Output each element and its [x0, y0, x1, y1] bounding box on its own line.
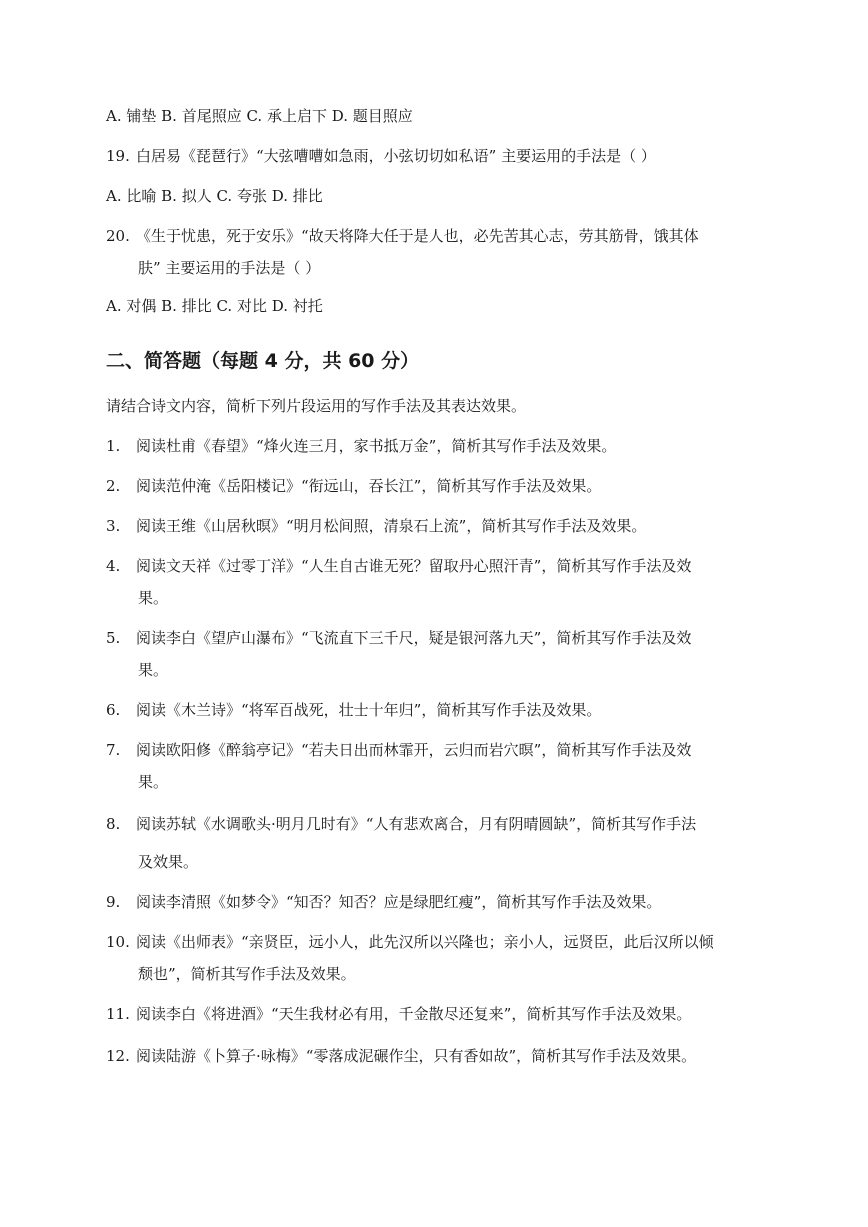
list-item	[106, 436, 776, 456]
q18-options: A. 铺垫 B. 首尾照应 C. 承上启下 D. 题目照应	[106, 107, 413, 125]
item-text: 阅读杜甫《春望》“烽火连三月，家书抵万金”，简析其写作手法及效果。	[136, 437, 617, 455]
section-heading: 二、简答题（每题 4 分，共 60 分）	[106, 350, 420, 372]
item-text-continued: 及效果。	[138, 853, 199, 871]
item-number: 7.	[106, 741, 121, 759]
item-number: 9.	[106, 893, 121, 911]
q20-text-line1: 《生于忧患，死于安乐》“故天将降大任于是人也，必先苦其心志，劳其筋骨，饿其体	[136, 227, 699, 245]
item-number: 2.	[106, 477, 121, 495]
item-text: 阅读陆游《卜算子·咏梅》“零落成泥碾作尘，只有香如故”，简析其写作手法及效果。	[136, 1047, 697, 1065]
q20-number: 20.	[106, 227, 130, 245]
item-text: 阅读文天祥《过零丁洋》“人生自古谁无死？留取丹心照汗青”，简析其写作手法及效	[136, 557, 692, 575]
list-item	[106, 556, 776, 576]
item-number: 5.	[106, 629, 121, 647]
q19-options: A. 比喻 B. 拟人 C. 夸张 D. 排比	[106, 187, 323, 205]
item-number: 11.	[106, 1005, 130, 1023]
item-text: 阅读李清照《如梦令》“知否？知否？应是绿肥红瘦”，简析其写作手法及效果。	[136, 893, 662, 911]
list-item	[106, 1004, 776, 1024]
list-item	[106, 1046, 776, 1066]
list-item	[106, 814, 776, 834]
item-number: 3.	[106, 517, 121, 535]
item-text-continued: 果。	[138, 661, 169, 679]
item-text: 阅读王维《山居秋暝》“明月松间照，清泉石上流”，简析其写作手法及效果。	[136, 517, 647, 535]
item-text-continued: 颓也”，简析其写作手法及效果。	[138, 965, 356, 983]
item-text: 阅读范仲淹《岳阳楼记》“衔远山，吞长江”，简析其写作手法及效果。	[136, 477, 602, 495]
list-item	[106, 628, 776, 648]
q19-number: 19.	[106, 147, 130, 165]
item-number: 4.	[106, 557, 121, 575]
list-item	[106, 892, 776, 912]
section-intro: 请结合诗文内容，简析下列片段运用的写作手法及其表达效果。	[106, 397, 527, 415]
item-number: 10.	[106, 933, 130, 951]
q19-question	[106, 146, 776, 166]
item-number: 6.	[106, 701, 121, 719]
list-item	[106, 932, 776, 952]
q19-text: 白居易《琵琶行》“大弦嘈嘈如急雨，小弦切切如私语” 主要运用的手法是（ ）	[136, 147, 656, 165]
item-text: 阅读苏轼《水调歌头·明月几时有》“人有悲欢离合，月有阴晴圆缺”，简析其写作手法	[136, 815, 697, 833]
item-text: 阅读欧阳修《醉翁亭记》“若夫日出而林霏开，云归而岩穴暝”，简析其写作手法及效	[136, 741, 692, 759]
list-item	[106, 516, 776, 536]
item-text: 阅读《出师表》“亲贤臣，远小人，此先汉所以兴隆也；亲小人，远贤臣，此后汉所以倾	[136, 933, 714, 951]
item-number: 1.	[106, 437, 121, 455]
item-text: 阅读李白《将进酒》“天生我材必有用，千金散尽还复来”，简析其写作手法及效果。	[136, 1005, 692, 1023]
list-item	[106, 700, 776, 720]
item-number: 8.	[106, 815, 121, 833]
q20-question	[106, 226, 776, 246]
q20-options: A. 对偶 B. 排比 C. 对比 D. 衬托	[106, 297, 323, 315]
item-number: 12.	[106, 1047, 130, 1065]
item-text-continued: 果。	[138, 589, 169, 607]
list-item	[106, 476, 776, 496]
item-text: 阅读《木兰诗》“将军百战死，壮士十年归”，简析其写作手法及效果。	[136, 701, 602, 719]
item-text: 阅读李白《望庐山瀑布》“飞流直下三千尺，疑是银河落九天”，简析其写作手法及效	[136, 629, 692, 647]
item-text-continued: 果。	[138, 773, 169, 791]
q20-text-line2: 肤” 主要运用的手法是（ ）	[138, 259, 321, 277]
list-item	[106, 740, 776, 760]
